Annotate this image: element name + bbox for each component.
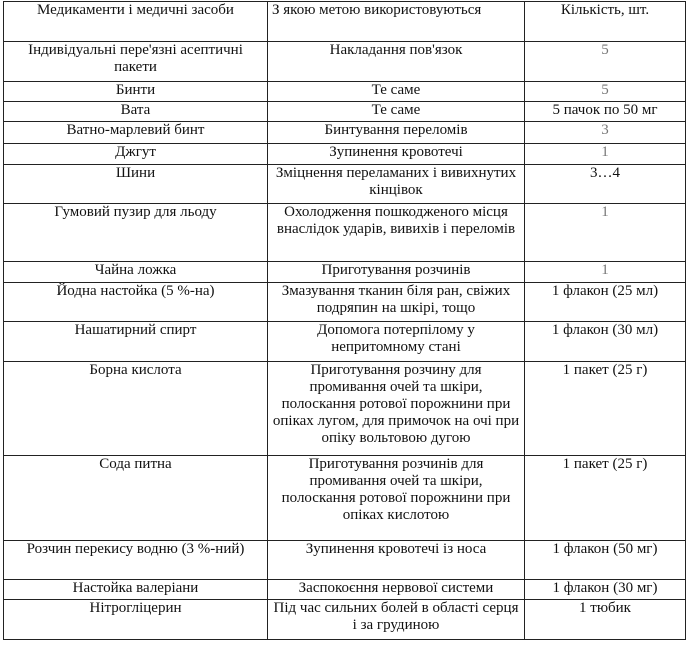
cell-purpose: Накладання пов'язок [268,42,525,82]
header-supplies: Медикаменти і медичні засоби [4,2,268,42]
cell-quantity: 1 флакон (50 мг) [525,541,686,580]
cell-quantity: 1 [525,204,686,262]
cell-purpose: Приготування розчинів [268,262,525,283]
cell-quantity: 1 [525,144,686,165]
cell-item: Бинти [4,82,268,102]
cell-quantity: 1 флакон (30 мг) [525,580,686,600]
cell-item: Борна кислота [4,362,268,456]
cell-purpose: Те саме [268,102,525,122]
table-header-row [4,2,686,42]
cell-item: Розчин перекису водню (3 %-ний) [4,541,268,580]
cell-item: Нашатирний спирт [4,322,268,362]
table-row [4,262,686,283]
table-row [4,204,686,262]
table-row [4,102,686,122]
header-purpose: З якою метою використовуються [268,2,525,42]
cell-purpose: Допомога потерпілому у непритомному стані [268,322,525,362]
cell-quantity: 1 [525,262,686,283]
table-row [4,144,686,165]
header-quantity: Кількість, шт. [525,2,686,42]
cell-purpose: Під час сильних болей в області серця і за грудиною [268,600,525,640]
table-row [4,283,686,322]
cell-purpose: Охолодження пошкодженого місця внаслідок ударів, вивихів і переломів [268,204,525,262]
table-row [4,362,686,456]
cell-purpose: Бинтування переломів [268,122,525,144]
cell-item: Чайна ложка [4,262,268,283]
cell-quantity: 1 пакет (25 г) [525,456,686,541]
cell-quantity: 5 [525,82,686,102]
cell-quantity: 5 пачок по 50 мг [525,102,686,122]
cell-item: Ватно-марлевий бинт [4,122,268,144]
first-aid-supplies-table [3,1,686,640]
table-row [4,600,686,640]
cell-quantity: 5 [525,42,686,82]
cell-quantity: 3…4 [525,165,686,204]
table-row [4,580,686,600]
cell-item: Сода питна [4,456,268,541]
cell-item: Джгут [4,144,268,165]
cell-item: Вата [4,102,268,122]
cell-purpose: Приготування розчину для промивання очей та шкіри, полоскання ротової порожнини при опіках лугом, для примочок на очі при опіку вольтовою дугою [268,362,525,456]
cell-quantity: 1 флакон (30 мл) [525,322,686,362]
table-row [4,322,686,362]
table-row [4,541,686,580]
cell-quantity: 3 [525,122,686,144]
cell-item: Шини [4,165,268,204]
cell-quantity: 1 пакет (25 г) [525,362,686,456]
cell-purpose: Зміцнення переламаних і вивихнутих кінцівок [268,165,525,204]
table-row [4,165,686,204]
cell-quantity: 1 тюбик [525,600,686,640]
table-row [4,122,686,144]
cell-purpose: Заспокоєння нервової системи [268,580,525,600]
cell-item: Нітрогліцерин [4,600,268,640]
cell-purpose: Приготування розчинів для промивання очей та шкіри, полоскання ротової порожнини при опіках кислотою [268,456,525,541]
cell-purpose: Змазування тканин біля ран, свіжих подряпин на шкірі, тощо [268,283,525,322]
cell-purpose: Зупинення кровотечі із носа [268,541,525,580]
table-row [4,456,686,541]
cell-item: Індивідуальні пере'язні асептичні пакети [4,42,268,82]
table-row [4,82,686,102]
table-row [4,42,686,82]
cell-item: Настойка валеріани [4,580,268,600]
cell-purpose: Зупинення кровотечі [268,144,525,165]
cell-quantity: 1 флакон (25 мл) [525,283,686,322]
cell-item: Гумовий пузир для льоду [4,204,268,262]
cell-purpose: Те саме [268,82,525,102]
cell-item: Йодна настойка (5 %-на) [4,283,268,322]
